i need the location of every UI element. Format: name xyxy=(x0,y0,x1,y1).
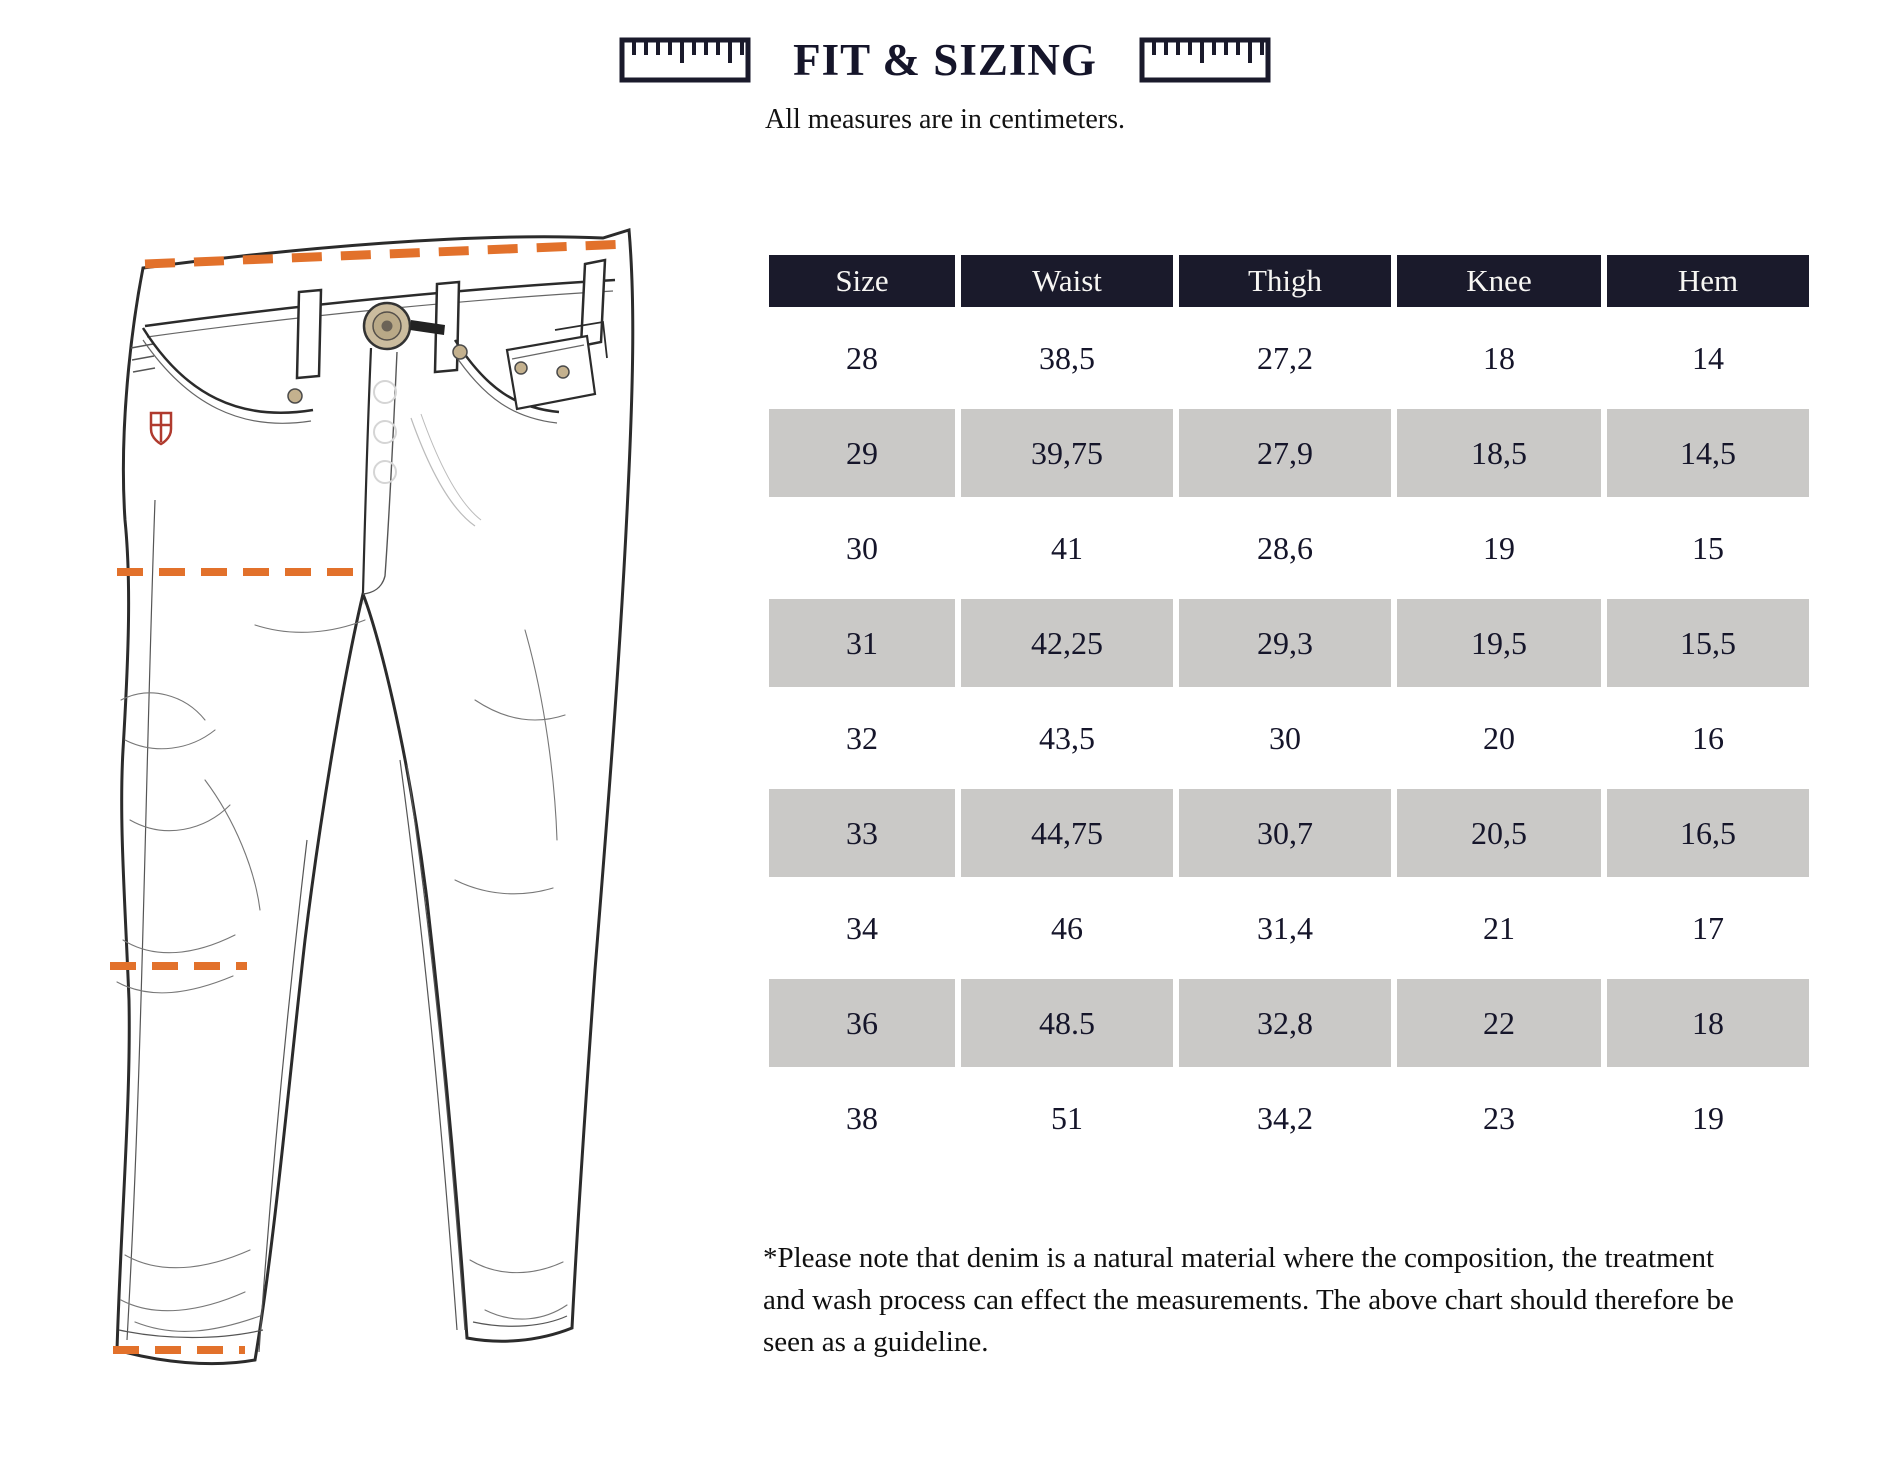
table-row xyxy=(769,694,1809,782)
column-header-thigh: Thigh xyxy=(1179,255,1391,307)
table-cell: 19 xyxy=(1607,1074,1809,1162)
table-cell: 34 xyxy=(769,884,955,972)
jeans-illustration xyxy=(55,180,645,1410)
table-cell: 31 xyxy=(769,599,955,687)
table-row xyxy=(769,884,1809,972)
table-cell: 32,8 xyxy=(1179,979,1391,1067)
table-cell: 14,5 xyxy=(1607,409,1809,497)
table-row xyxy=(769,314,1809,402)
table-row xyxy=(769,1074,1809,1162)
table-cell: 15,5 xyxy=(1607,599,1809,687)
table-cell: 21 xyxy=(1397,884,1601,972)
table-cell: 29 xyxy=(769,409,955,497)
jeans-sketch xyxy=(55,180,645,1410)
table-cell: 46 xyxy=(961,884,1173,972)
table-cell: 39,75 xyxy=(961,409,1173,497)
column-header-size: Size xyxy=(769,255,955,307)
table-row xyxy=(769,979,1809,1067)
table-cell: 38 xyxy=(769,1074,955,1162)
column-header-hem: Hem xyxy=(1607,255,1809,307)
title-row xyxy=(0,34,1890,86)
table-cell: 27,2 xyxy=(1179,314,1391,402)
table-cell: 28,6 xyxy=(1179,504,1391,592)
table-cell: 15 xyxy=(1607,504,1809,592)
table-cell: 48.5 xyxy=(961,979,1173,1067)
table-cell: 19,5 xyxy=(1397,599,1601,687)
table-cell: 36 xyxy=(769,979,955,1067)
table-cell: 18 xyxy=(1397,314,1601,402)
table-cell: 51 xyxy=(961,1074,1173,1162)
table-row xyxy=(769,409,1809,497)
ruler-icon xyxy=(619,37,751,83)
column-header-waist: Waist xyxy=(961,255,1173,307)
table-cell: 30,7 xyxy=(1179,789,1391,877)
table-cell: 28 xyxy=(769,314,955,402)
table-cell: 20,5 xyxy=(1397,789,1601,877)
size-table xyxy=(763,248,1815,1169)
table-cell: 17 xyxy=(1607,884,1809,972)
column-header-knee: Knee xyxy=(1397,255,1601,307)
ruler-icon xyxy=(1139,37,1271,83)
table-row xyxy=(769,504,1809,592)
table-cell: 30 xyxy=(1179,694,1391,782)
table-row xyxy=(769,789,1809,877)
table-cell: 23 xyxy=(1397,1074,1601,1162)
table-cell: 27,9 xyxy=(1179,409,1391,497)
table-cell: 18 xyxy=(1607,979,1809,1067)
table-cell: 44,75 xyxy=(961,789,1173,877)
table-cell: 31,4 xyxy=(1179,884,1391,972)
shield-logo xyxy=(151,413,171,444)
table-cell: 33 xyxy=(769,789,955,877)
table-cell: 29,3 xyxy=(1179,599,1391,687)
table-cell: 30 xyxy=(769,504,955,592)
table-cell: 18,5 xyxy=(1397,409,1601,497)
footnote-text: *Please note that denim is a natural material where the composition, the treatment and wash process can effect the measurements. The above chart should therefore be seen as a guideline. xyxy=(763,1242,1734,1359)
table-cell: 19 xyxy=(1397,504,1601,592)
table-cell: 20 xyxy=(1397,694,1601,782)
table-cell: 14 xyxy=(1607,314,1809,402)
subtitle: All measures are in centimeters. xyxy=(765,104,1125,135)
table-cell: 43,5 xyxy=(961,694,1173,782)
table-cell: 16,5 xyxy=(1607,789,1809,877)
table-cell: 34,2 xyxy=(1179,1074,1391,1162)
table-cell: 22 xyxy=(1397,979,1601,1067)
table-cell: 32 xyxy=(769,694,955,782)
table-cell: 38,5 xyxy=(961,314,1173,402)
page-title: FIT & SIZING xyxy=(793,35,1097,85)
table-cell: 42,25 xyxy=(961,599,1173,687)
table-cell: 41 xyxy=(961,504,1173,592)
table-cell: 16 xyxy=(1607,694,1809,782)
table-row xyxy=(769,599,1809,687)
page-header xyxy=(0,34,1890,136)
table-header-row xyxy=(769,255,1809,307)
